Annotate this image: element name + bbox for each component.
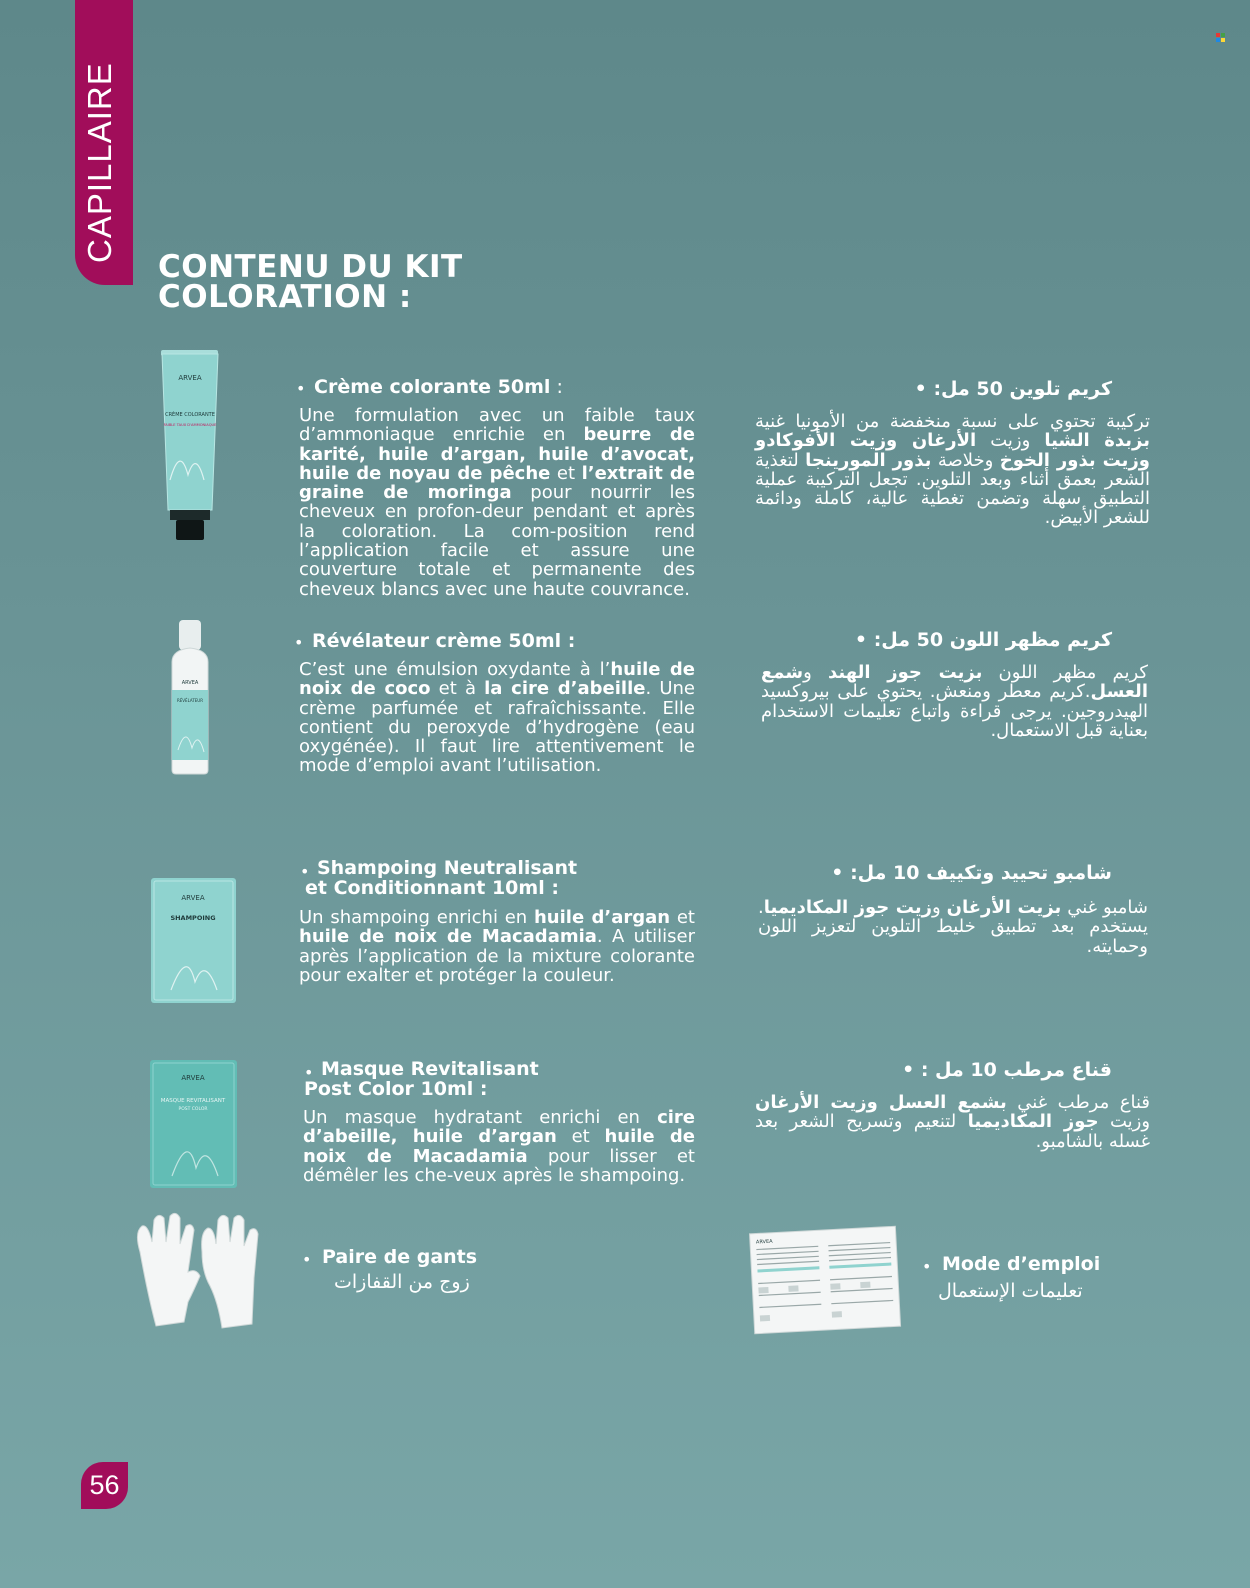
body-text: Un shampoing enrichi en (299, 907, 534, 928)
highlight-text: بشمع العسل وزيت الأرغان (755, 1092, 1007, 1113)
bottle-brand: ARVEA (181, 680, 199, 686)
section-tab (75, 0, 133, 285)
body-text: وخلاصة (931, 449, 1000, 471)
sachet-brand: ARVEA (181, 894, 205, 902)
gloves-image (130, 1212, 265, 1330)
highlight-text: بزيت الأرغان (946, 897, 1062, 918)
highlight-text: cire d’abeille, huile d’argan (303, 1107, 695, 1148)
masque-title: Masque Revitalisant Post Color 10ml : (304, 1058, 539, 1100)
highlight-text: بزبدة الشيا (1044, 430, 1150, 452)
revelateur-title: Révélateur crème 50ml : (312, 630, 576, 652)
creme-colorante-title-ar: كريم تلوين 50 مل: • (914, 378, 1112, 400)
highlight-text: زيت جوز المكاديميا (763, 897, 932, 918)
page-title (158, 249, 463, 315)
body-text: . Une crème parfumée et rafraîchissante. Elle contient du peroxyde d’hydrogène (eau oxygénée). Il faut lire attentivement le mode d’emploi avant l’utilisation. (299, 678, 695, 777)
body-text: تركيبة تحتوي على نسبة منخفضة من الأمونيا غنية (755, 411, 1150, 432)
creme-colorante-tube-image (160, 350, 220, 542)
gloves-title: Paire de gants (322, 1246, 478, 1268)
bottle-product-name: RÉVÉLATEUR (177, 698, 203, 703)
highlight-text: huile de noix de coco (299, 659, 695, 700)
instructions-title: Mode d’emploi (942, 1253, 1101, 1275)
instructions-title-ar: تعليمات الإستعمال (938, 1280, 1083, 1302)
highlight-text: جوز المكاديميا (967, 1111, 1099, 1133)
creme-colorante-description-ar (755, 412, 1150, 528)
highlight-text: huile de noix de Macadamia (299, 926, 597, 948)
creme-colorante-description-fr (299, 406, 695, 599)
page-title-line-2: COLORATION : (158, 279, 412, 315)
body-text: Une formulation avec un faible taux d’ammoniaque enrichie en (299, 405, 695, 446)
body-text: . A utiliser après l’application de la mixture colorante pour exalter et protéger la couleur. (299, 926, 695, 986)
body-text: قناع مرطب غني (1006, 1092, 1150, 1113)
highlight-text: huile d’argan (533, 907, 671, 928)
masque-brand: ARVEA (181, 1074, 205, 1082)
bullet-icon: • (300, 862, 310, 881)
body-text: شامبو غني (1061, 897, 1148, 918)
section-tab-label: CAPILLAIRE (81, 62, 118, 263)
body-text: et (550, 462, 582, 484)
revelateur-title-ar: كريم مظهر اللون 50 مل: • (854, 629, 1112, 651)
tube-product-name: CRÈME COLORANTE (165, 412, 215, 418)
body-text: et (670, 907, 695, 928)
leaflet-brand: ARVEA (755, 1238, 773, 1246)
body-text: .كريم معطر ومنعش. يحتوي على بيروكسيد الهيدروجين. يرجى قراءة واتباع تعليمات الاستخدام بعناية قبل الاستعمال. (761, 681, 1148, 741)
body-text: pour nourrir les cheveux en profon-deur pendant et après la coloration. La com-position rend l’application facile et assure une couverture totale et permanente des cheveux blancs avec une haute couvrance. (299, 482, 695, 600)
color-dots-icon (1216, 33, 1225, 42)
revelateur-description-ar (761, 663, 1148, 740)
body-text: pour lisser et démêler les che-veux après le shampoing. (303, 1145, 695, 1186)
body-text: وزيت (976, 430, 1045, 452)
bullet-icon: • (922, 1257, 932, 1276)
gloves-title-ar: زوج من القفازات (334, 1271, 470, 1293)
body-text: و (803, 662, 828, 683)
revelateur-bottle-image (166, 620, 214, 775)
body-text: Un masque hydratant enrichi en (303, 1107, 658, 1128)
page-title-line-1: CONTENU DU KIT (158, 249, 463, 285)
masque-description-ar (755, 1093, 1150, 1151)
masque-title-ar: قناع مرطب 10 مل : • (902, 1059, 1112, 1081)
highlight-text: بذور المورينجا (805, 449, 932, 471)
bullet-icon: • (296, 379, 306, 398)
bullet-icon: • (294, 633, 304, 652)
body-text: et (556, 1126, 605, 1148)
highlight-text: beurre de karité, huile d’argan, huile d’avocat, huile de noyau de pêche (299, 424, 695, 484)
body-text: C’est une émulsion oxydante à l’ (299, 659, 611, 680)
highlight-text: la cire d’abeille (484, 678, 646, 700)
revelateur-description-fr (299, 660, 695, 776)
highlight-text: الأرغان وزيت الأفوكادو وزيت بذور الخوخ (755, 430, 1150, 471)
masque-description-fr (303, 1108, 695, 1185)
highlight-text: شمع العسل (761, 662, 1148, 703)
body-text: كريم مظهر اللون (982, 662, 1148, 683)
masque-sachet-image (150, 1060, 237, 1188)
body-text: وزيت (1098, 1111, 1151, 1133)
bullet-icon: • (304, 1063, 314, 1082)
highlight-text: huile de noix de Macadamia (303, 1126, 695, 1167)
bullet-icon: • (302, 1250, 312, 1269)
body-text: . يستخدم بعد تطبيق خليط التلوين لتعزيز اللون وحمايته. (758, 897, 1148, 957)
shampoing-title-ar: شامبو تحييد وتكييف 10 مل: • (831, 862, 1112, 884)
sachet-product-name: SHAMPOING (170, 914, 216, 922)
body-text: و (931, 897, 947, 918)
page-number: 56 (81, 1462, 128, 1509)
shampoing-title: Shampoing Neutralisant et Conditionnant 10ml : (305, 857, 578, 899)
masque-product-name: MASQUE REVITALISANT (160, 1098, 226, 1104)
shampoing-sachet-image (151, 878, 236, 1003)
body-text: لتغذية الشعر بعمق أثناء وبعد التلوين. تجعل التركيبة عملية التطبيق سهلة وتضمن تغطية عالية، كاملة ودائمة للشعر الأبيض. (755, 449, 1150, 529)
tube-product-sub: FAIBLE TAUX D'AMMONIAQUE (163, 423, 217, 427)
shampoing-description-fr (299, 908, 695, 985)
shampoing-description-ar (758, 898, 1148, 956)
masque-product-sub: POST COLOR (178, 1107, 208, 1112)
body-text: لتنعيم وتسريح الشعر بعد غسله بالشامبو. (755, 1111, 1150, 1152)
instruction-leaflet-image (748, 1222, 903, 1337)
highlight-text: بزيت جوز الهند (827, 662, 983, 683)
highlight-text: l’extrait de graine de moringa (299, 462, 696, 504)
body-text: et à (430, 678, 485, 700)
creme-colorante-title: Crème colorante 50ml : (314, 376, 563, 398)
tube-brand: ARVEA (178, 374, 202, 382)
